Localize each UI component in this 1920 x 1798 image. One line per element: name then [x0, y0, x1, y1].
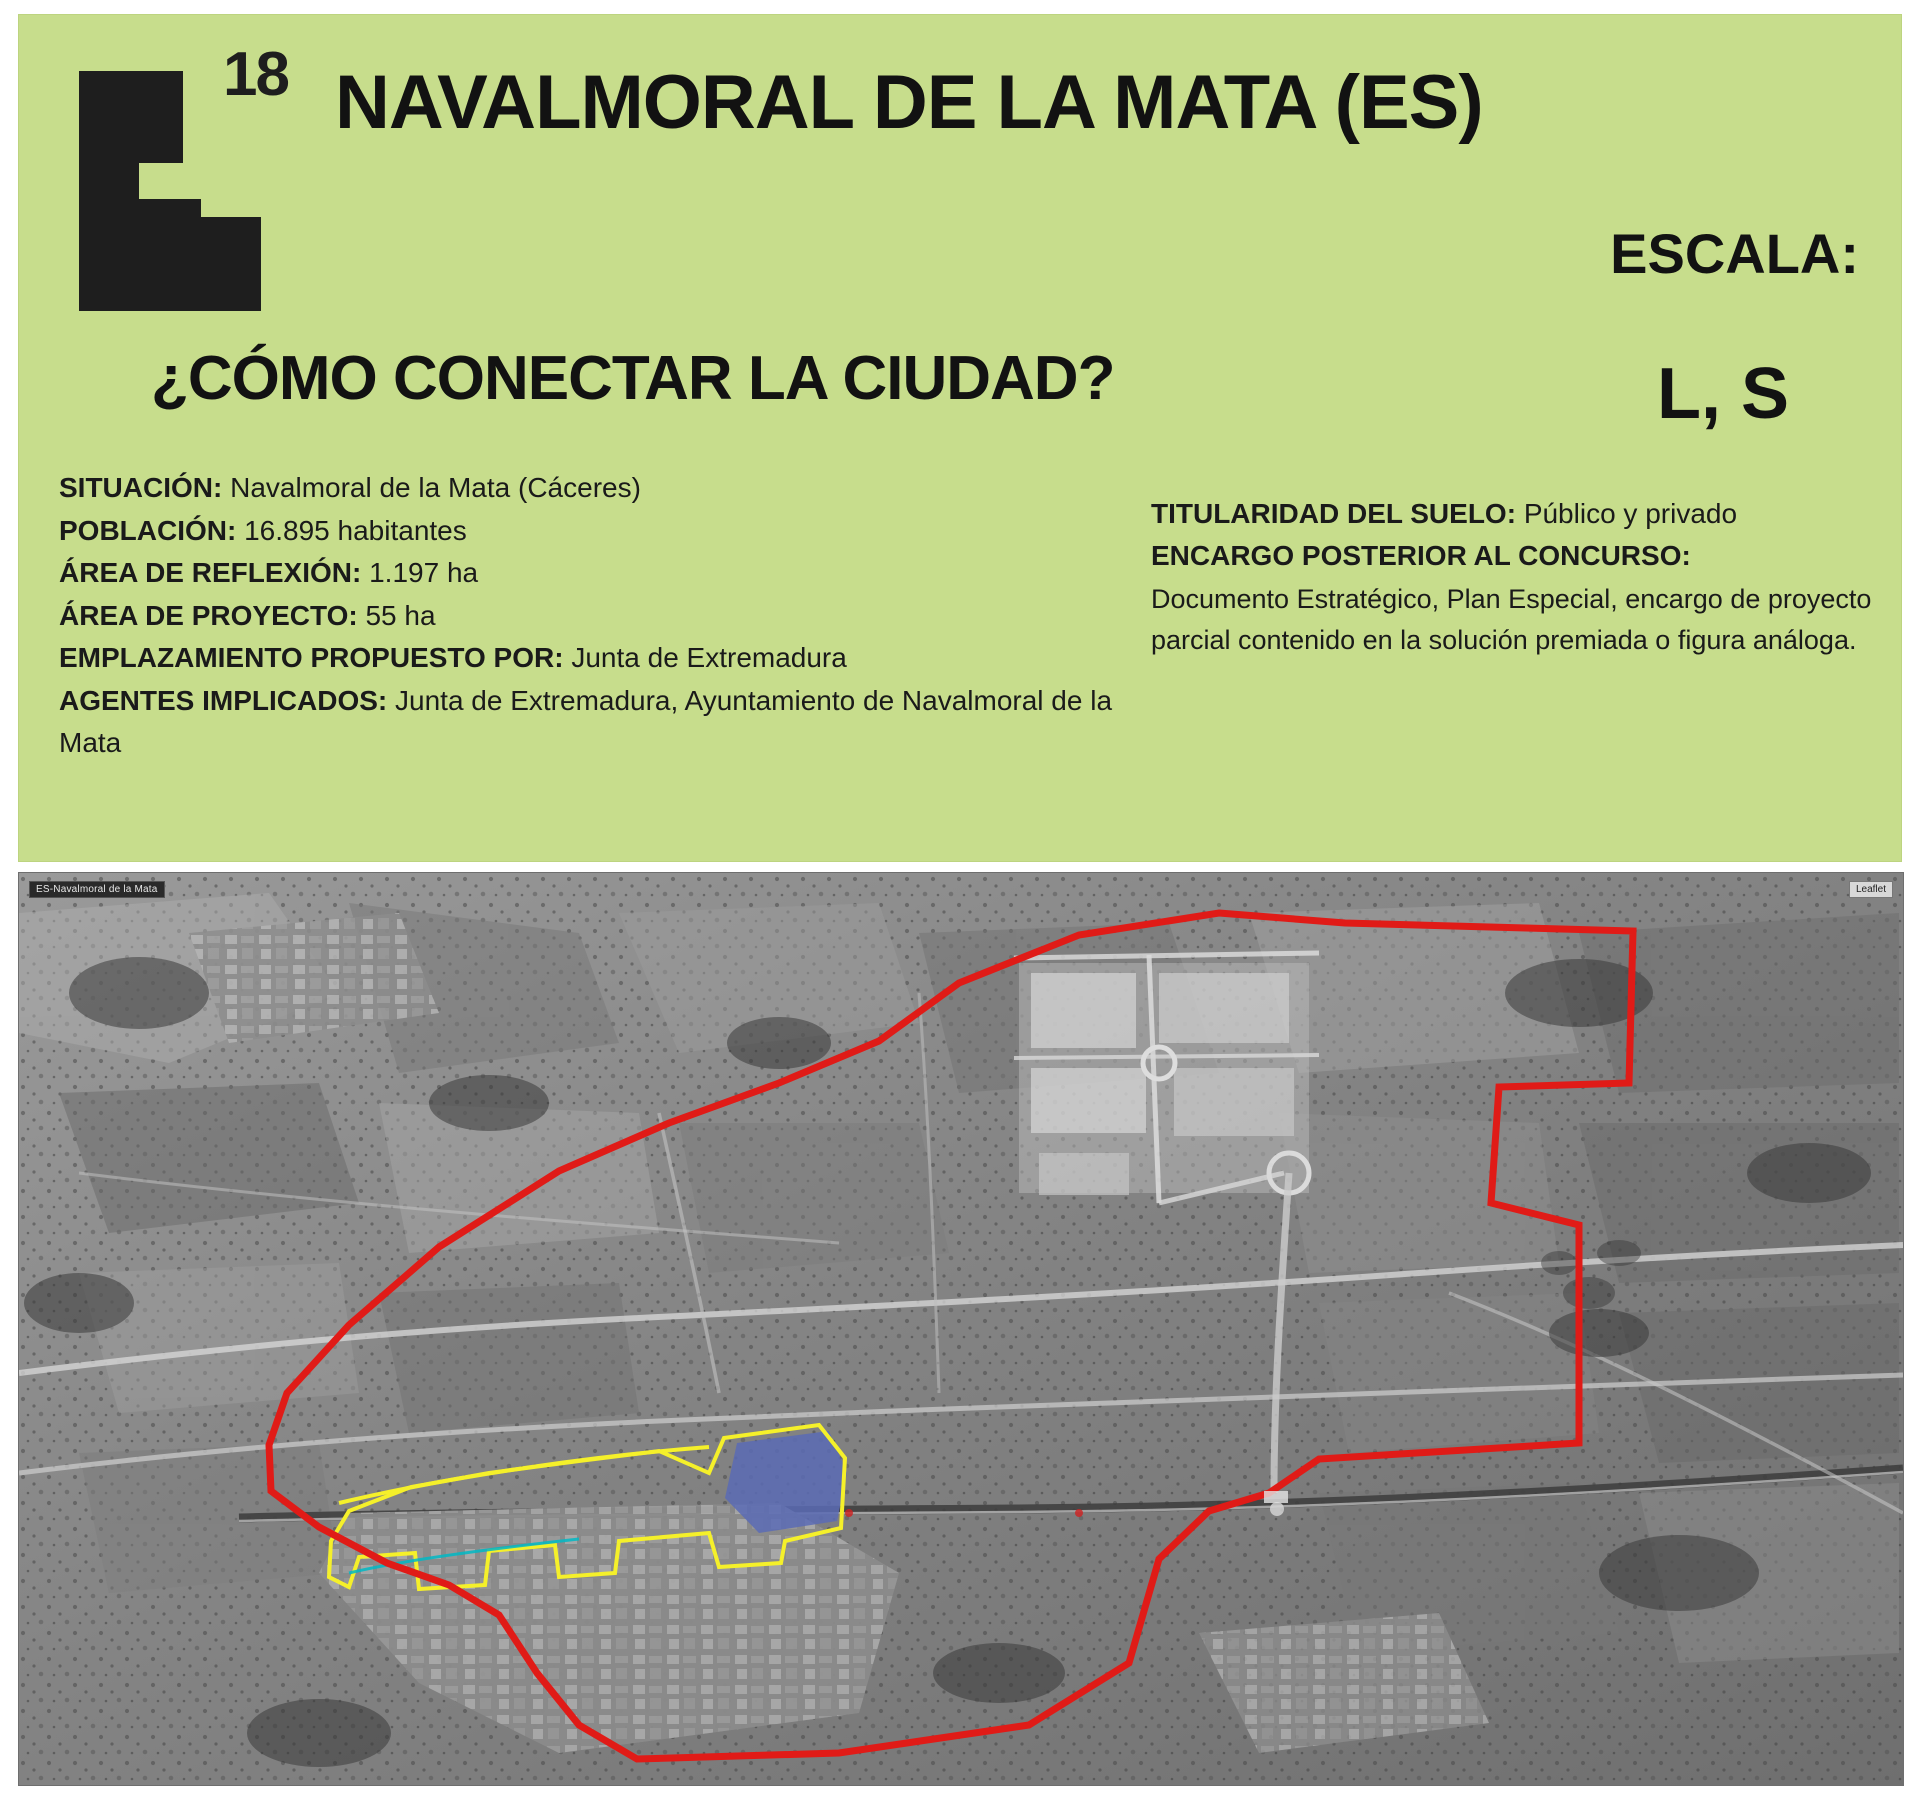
field-area-reflexion-value: 1.197 ha: [369, 557, 479, 589]
field-agentes: [59, 680, 1119, 765]
field-area-proyecto-key: ÁREA DE PROYECTO:: [59, 599, 358, 631]
field-area-proyecto-value: 55 ha: [365, 599, 436, 631]
map-canvas: [19, 873, 1903, 1785]
field-situacion-value: Navalmoral de la Mata (Cáceres): [230, 472, 641, 503]
scale-label: ESCALA:: [1610, 222, 1859, 285]
field-situacion-key: SITUACIÓN:: [59, 472, 223, 503]
field-poblacion: [59, 510, 1119, 553]
field-emplazamiento: [59, 637, 1119, 680]
field-situacion: [59, 467, 1119, 510]
logo-superscript: 18: [223, 40, 288, 109]
page-subtitle: ¿CÓMO CONECTAR LA CIUDAD?: [151, 344, 1115, 413]
title-row: [55, 33, 1865, 434]
right-data-column: [1151, 493, 1891, 660]
field-titularidad: [1151, 493, 1891, 535]
field-encargo-key: ENCARGO POSTERIOR AL CONCURSO:: [1151, 540, 1691, 571]
field-titularidad-key: TITULARIDAD DEL SUELO:: [1151, 498, 1517, 529]
map-attribution[interactable]: Leaflet: [1849, 881, 1893, 898]
scale-value: L, S: [1656, 354, 1789, 434]
field-agentes-key: AGENTES IMPLICADOS:: [59, 684, 388, 716]
field-area-reflexion-key: ÁREA DE REFLEXIÓN:: [59, 557, 362, 589]
map-location-badge: ES-Navalmoral de la Mata: [29, 881, 165, 898]
field-titularidad-value: Público y privado: [1523, 498, 1738, 529]
field-encargo-text: Documento Estratégico, Plan Especial, encargo de proyecto parcial contenido en la solución premiada o figura análoga.: [1151, 584, 1872, 655]
europan-logo: [73, 40, 303, 317]
data-columns: [55, 467, 1872, 827]
field-area-reflexion: [59, 552, 1119, 595]
header-panel: [18, 14, 1902, 862]
field-area-proyecto: [59, 595, 1119, 638]
field-emplazamiento-key: EMPLAZAMIENTO PROPUESTO POR:: [59, 642, 564, 674]
field-poblacion-value: 16.895 habitantes: [244, 514, 467, 546]
field-agentes-value: Junta de Extremadura, Ayuntamiento de Navalmoral de la Mata: [59, 684, 1113, 759]
field-emplazamiento-value: Junta de Extremadura: [571, 642, 847, 674]
field-poblacion-key: POBLACIÓN:: [59, 514, 237, 546]
page-title: NAVALMORAL DE LA MATA (ES): [335, 60, 1483, 145]
left-data-column: [59, 467, 1119, 765]
aerial-map[interactable]: [18, 872, 1904, 1786]
